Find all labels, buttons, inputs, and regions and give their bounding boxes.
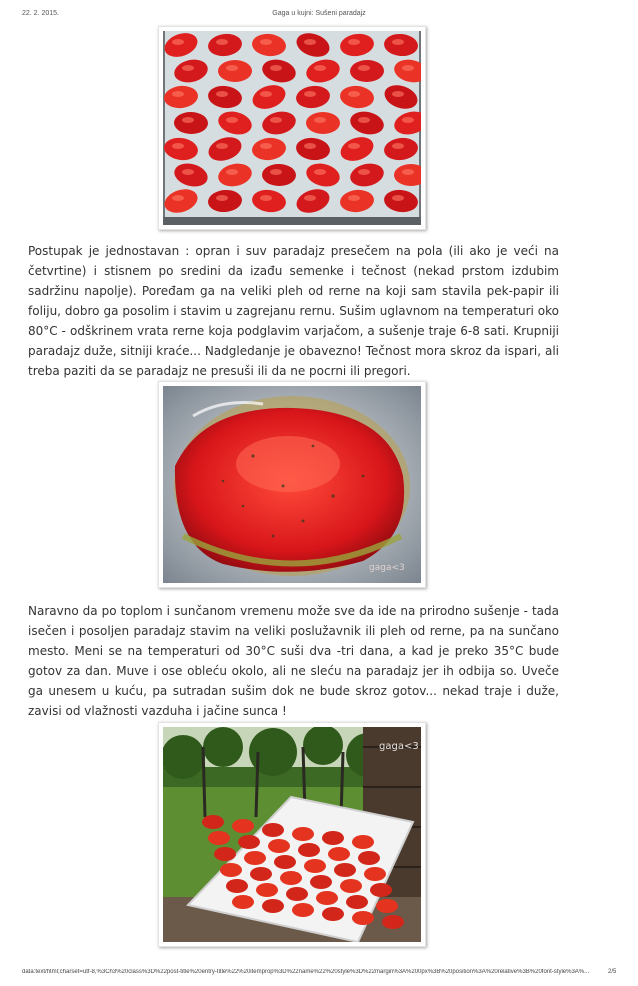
photo-tomatoes-jar [158, 381, 426, 588]
print-page-number: 2/5 [608, 969, 617, 975]
print-url: data:text/html;charset=utf-8,%3Ch3%20class%3D%22post-title%20entry-title%22%20itemprop%3D%22name%22%20style%3D%22margin%3A%200px%3B%20position%3A%20relative%3B%20font-style%3A%... [22, 969, 590, 975]
tomatoes-jar-image [163, 386, 421, 583]
photo-tomatoes-tray [158, 26, 426, 230]
tomatoes-garden-image [163, 727, 421, 942]
print-date: 22. 2. 2015. [22, 10, 59, 17]
photo-tomatoes-garden [158, 722, 426, 947]
print-page-title: Gaga u kujni: Sušeni paradajz [272, 10, 366, 17]
paragraph-method: Postupak je jednostavan : opran i suv paradajz presečem na pola (ili ako je veći na četvrtine) i stisnem po sredini da izađu semenke i tečnost (nekad prstom izdubim sadržinu napolje). Poređam ga na veliki pleh od rerne na koji sam stavila pek-papir ili foliju, dobro ga posolim i stavim u zagrejanu rernu. Sušim uglavnom na temperaturi oko 80°C - odškrinem vrata rerne koja podglavim varjačom, a sušenje traje 6-8 sati. Krupniji paradajz duže, sitniji kraće... Nadgledanje je obavezno! Tečnost mora skroz da ispari, ali treba paziti da se paradajz ne presuši ili da ne pocrni ili pregori. [28, 244, 559, 378]
tomatoes-tray-image [163, 31, 421, 225]
paragraph-sun-drying: Naravno da po toplom i sunčanom vremenu može sve da ide na prirodno sušenje - tada isečen i posoljen paradajz stavim na veliki poslužavnik ili pleh od rerne, pa na sunčano mesto. Meni se na temperaturi od 30°C suši dva -tri dana, a kad je preko 35°C bude gotov za dan. Muve i ose obleću okolo, ali ne sleću na paradajz jer ih odbija so. Uveče ga unesem u kuću, pa sutradan sušim dok ne bude skroz gotov... nekad traje i duže, zavisi od vlažnosti vazduha i jačine sunca ! [28, 604, 559, 718]
watermark-garden: gaga<3 [379, 741, 419, 752]
watermark-jar: gaga<3 [369, 563, 405, 573]
